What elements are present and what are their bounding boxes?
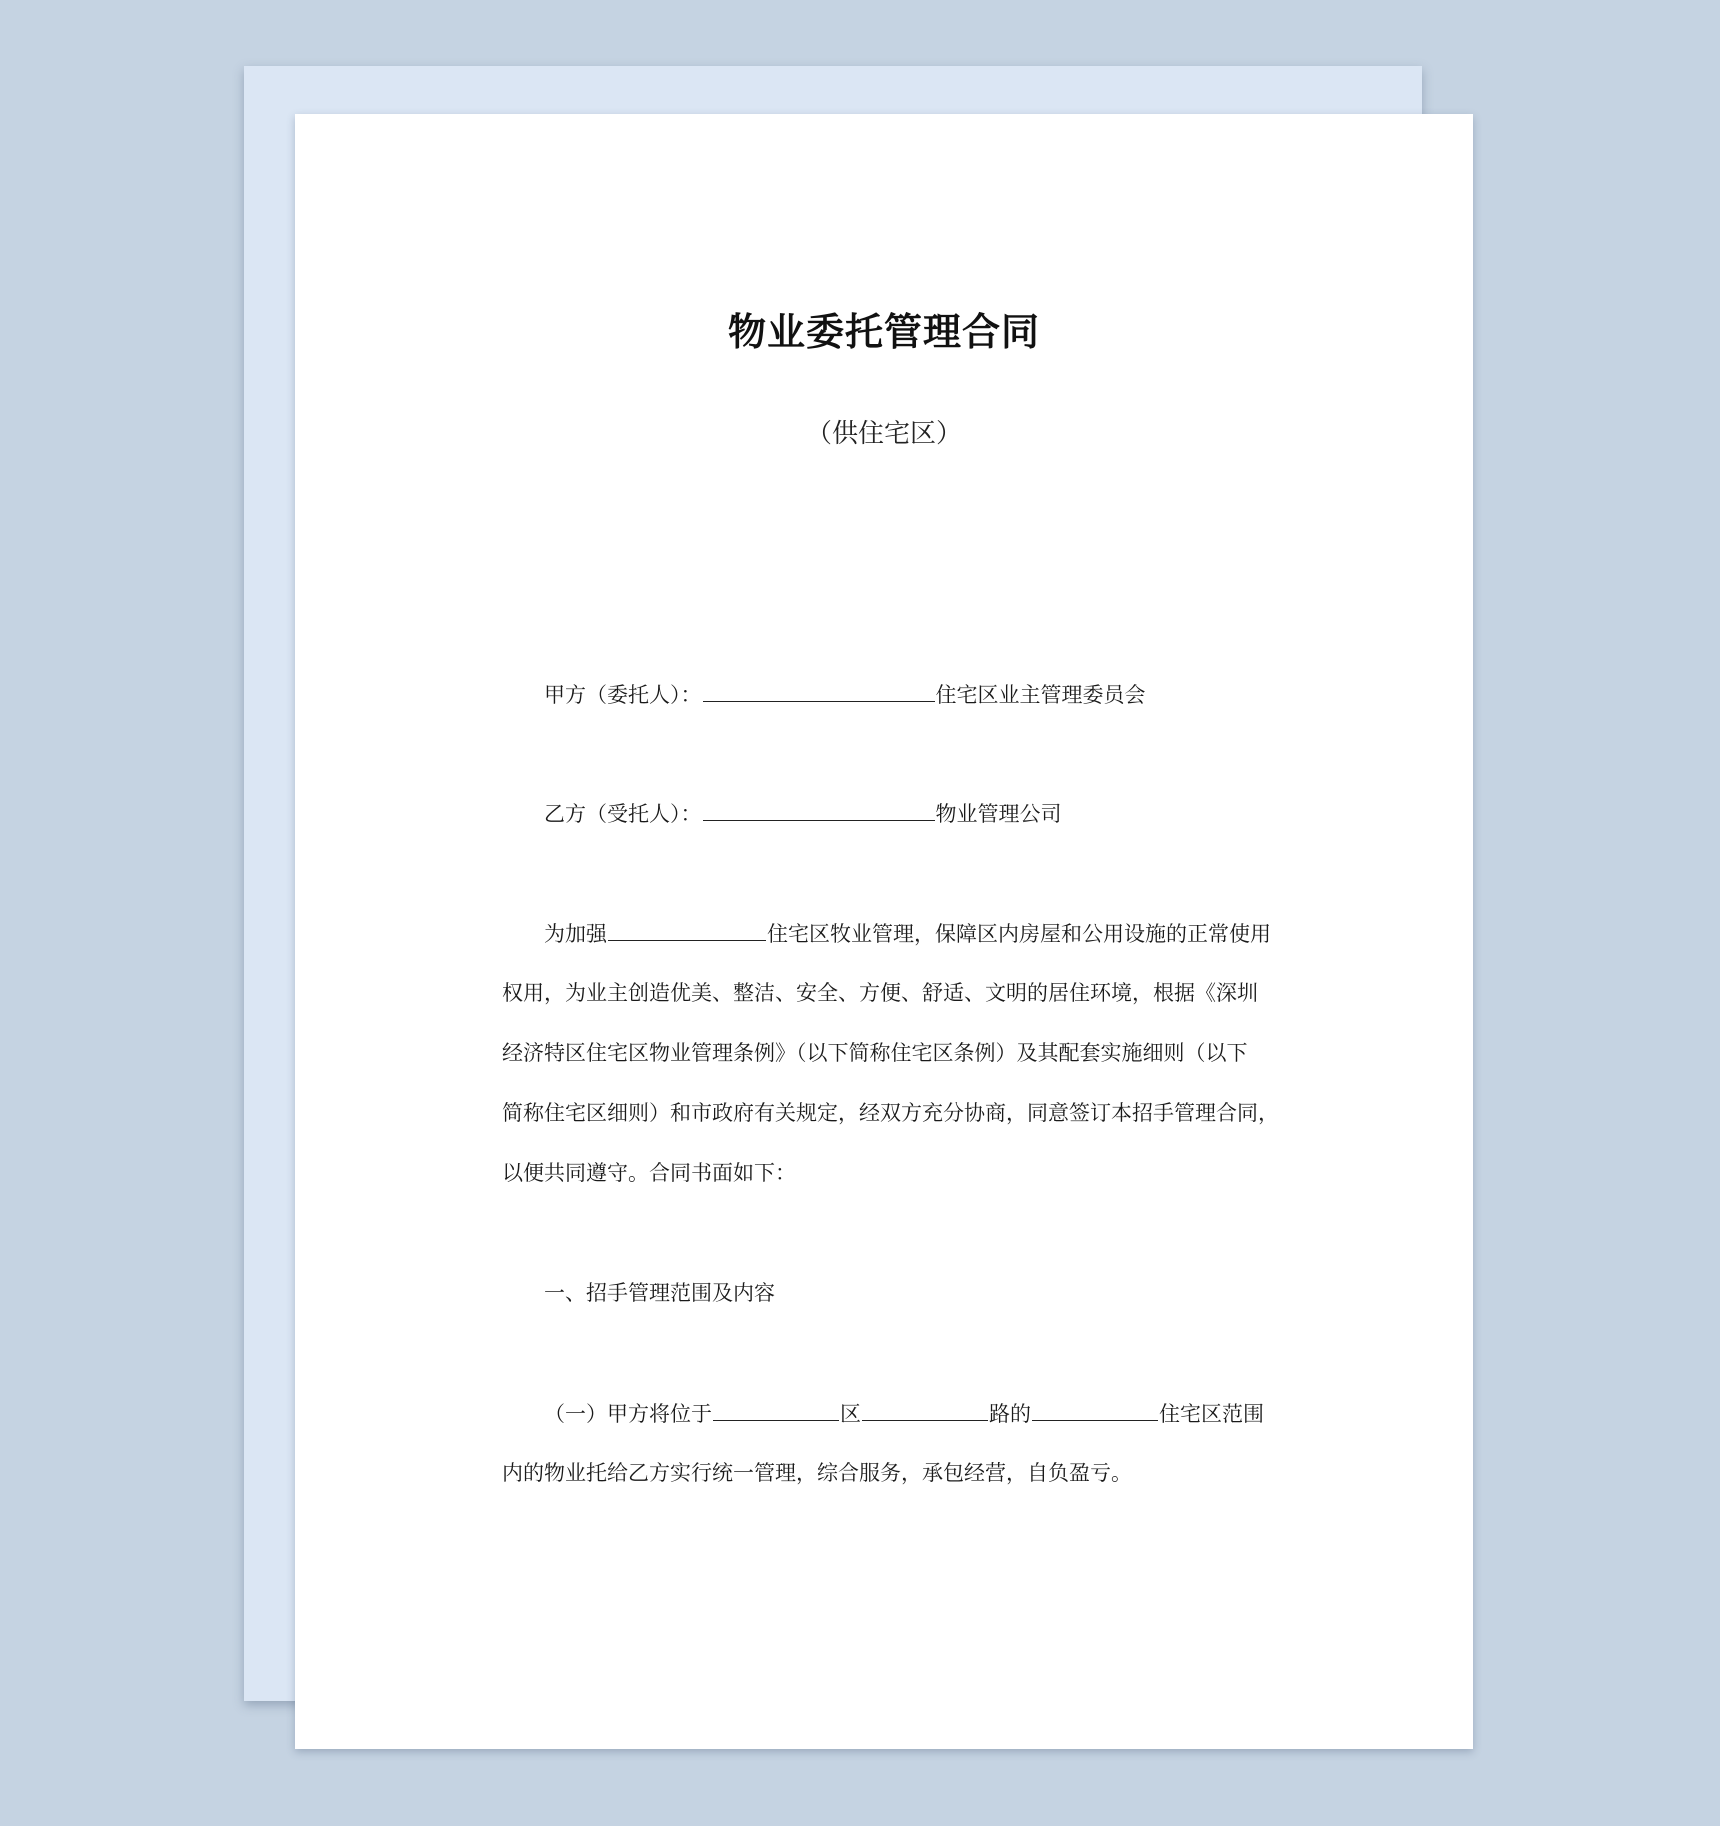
clause-1-line-2: 内的物业托给乙方实行统一管理，综合服务，承包经营，自负盈亏。 (502, 1461, 1132, 1485)
road-blank (862, 1398, 988, 1421)
preamble-prefix: 为加强 (544, 922, 607, 946)
preamble-line-2: 权用，为业主创造优美、整洁、安全、方便、舒适、文明的居住环境，根据《深圳 (502, 981, 1258, 1005)
party-a-label: 甲方（委托人）： (544, 683, 702, 707)
clause-1-district: 区 (840, 1402, 861, 1426)
preamble-line-1 (544, 918, 1271, 949)
party-a-line (544, 679, 1146, 710)
preamble-line-1-text: 住宅区牧业管理，保障区内房屋和公用设施的正常使用 (767, 922, 1271, 946)
party-a-blank (703, 679, 935, 702)
document-page (295, 114, 1473, 1749)
district-blank (713, 1398, 839, 1421)
party-b-blank (703, 798, 935, 821)
document-title: 物业委托管理合同 (727, 310, 1040, 354)
clause-1-line-1 (544, 1398, 1264, 1429)
party-a-suffix: 住宅区业主管理委员会 (935, 683, 1146, 707)
party-b-suffix: 物业管理公司 (935, 802, 1062, 826)
estate-blank (1032, 1398, 1158, 1421)
preamble-line-3: 经济特区住宅区物业管理条例》（以下简称住宅区条例）及其配套实施细则（以下 (502, 1041, 1248, 1065)
party-b-label: 乙方（受托人）： (544, 802, 702, 826)
clause-1-prefix: （一）甲方将位于 (544, 1402, 712, 1426)
preamble-line-5: 以便共同遵守。合同书面如下： (502, 1161, 796, 1185)
party-b-line (544, 798, 1062, 829)
document-subtitle: （供住宅区） (805, 419, 962, 449)
section-1-heading: 一、招手管理范围及内容 (544, 1281, 775, 1305)
estate-name-blank (608, 918, 766, 941)
clause-1-suffix: 住宅区范围 (1159, 1402, 1264, 1426)
clause-1-road: 路的 (989, 1402, 1031, 1426)
preamble-line-4: 简称住宅区细则）和市政府有关规定，经双方充分协商，同意签订本招手管理合同， (502, 1101, 1279, 1125)
